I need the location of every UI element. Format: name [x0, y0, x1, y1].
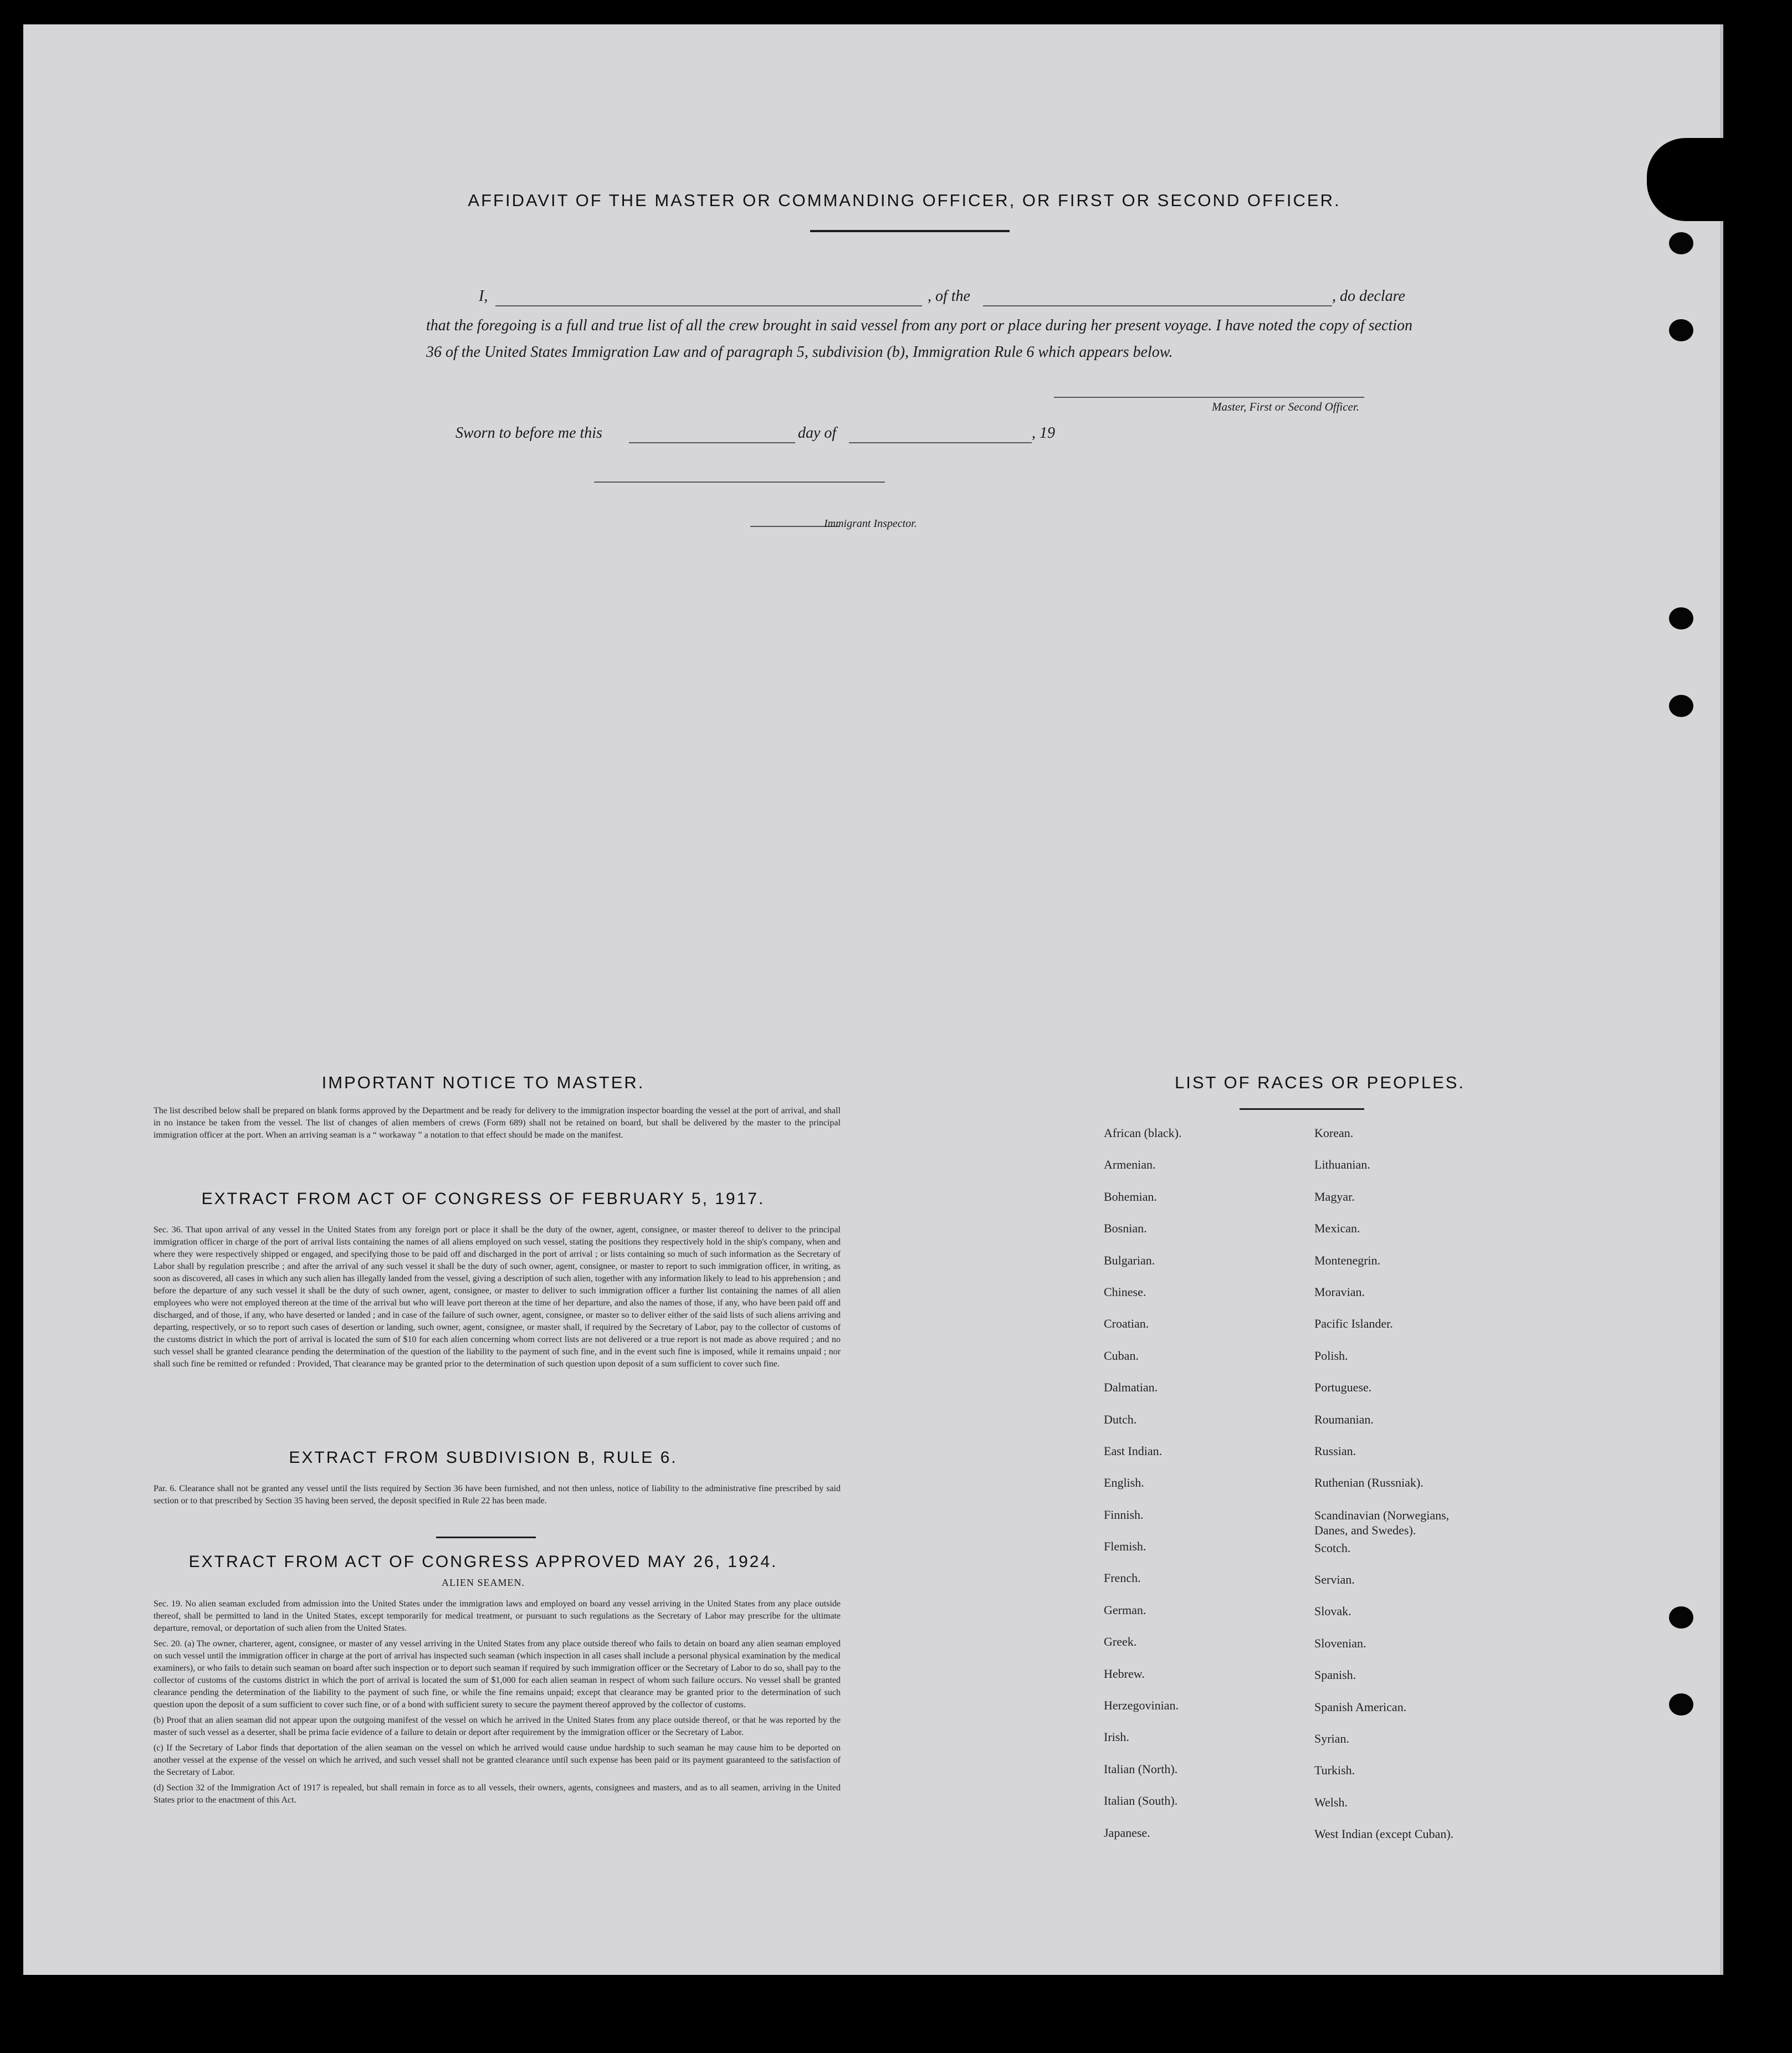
race-item: Polish. [1314, 1348, 1348, 1363]
affidavit-i: I, [479, 288, 488, 305]
race-item: Croatian. [1104, 1317, 1149, 1331]
race-item: West Indian (except Cuban). [1314, 1827, 1454, 1841]
sworn-month-field[interactable] [849, 442, 1032, 443]
affidavit-title: AFFIDAVIT OF THE MASTER OR COMMANDING OFFICER, OR FIRST OR SECOND OFFICER. [468, 191, 1341, 210]
sec20b-paragraph: (b) Proof that an alien seaman did not appear upon the outgoing manifest of the vessel on which he arrived in the United States from any place outside thereof, or that he was reported by the master of such vessel as a deserter, shall be prima facie evidence of a failure to detain or deport after requirement by the immigration officer or the Secretary of Labor. [153, 1716, 841, 1737]
race-item: Herzegovinian. [1104, 1698, 1179, 1713]
race-item: Servian. [1314, 1573, 1355, 1587]
sworn-date-field[interactable] [629, 442, 795, 443]
race-item: French. [1104, 1571, 1141, 1585]
sec20c-paragraph: (c) If the Secretary of Labor finds that deportation of the alien seaman on the vessel on which he arrived would cause undue hardship to such seaman he may cause him to be deported on another vessel at the expense of the vessel on which he arrived, and such vessel shall not be granted clearance until such expense has been paid or its payment guaranteed to the satisfaction of the Secretary of Labor. [153, 1743, 841, 1777]
race-item: Moravian. [1314, 1284, 1365, 1299]
extract2-body: Par. 6. Clearance shall not be granted any vessel until the lists required by Section 36 have been furnished, and not then unless, notice of liability to the administrative fine prescribed by said section or to that prescribed by Section 35 having been served, the deposit specified in Rule 22 has been made. [153, 1484, 841, 1506]
race-item: Greek. [1104, 1635, 1137, 1649]
sec20a-paragraph: Sec. 20. (a) The owner, charterer, agent, consignee, or master of any vessel arriving in the United States from any place outside thereof who fails to detain on board any alien seaman employed on such vessel until the immigration officer in charge at the port of arrival has inspected such seaman (which inspection in all cases shall include a personal physical examination by the medical examiners), or who fails to detain such seaman on board after such inspection or to deport such seaman if required by such immigration officer or the Secretary of Labor to do so, shall pay to the collector of customs of the customs district in which the port of arrival is located the sum of $1,000 for each alien seaman in respect of whom such failure occurs. No vessel shall be granted clearance pending the determination of the liability to the payment of such fine, or while the fine remains unpaid; except that clearance may be granted prior to the determination of such question upon the deposit of a sum sufficient to cover such fine, or of a bond with sufficient surety to secure the payment thereof approved by the collector of customs. [153, 1639, 841, 1709]
races-title: LIST OF RACES OR PEOPLES. [1174, 1073, 1466, 1092]
affidavit-of-the: , of the [928, 288, 970, 305]
extract2-title: EXTRACT FROM SUBDIVISION B, RULE 6. [289, 1448, 678, 1467]
divider [436, 1537, 536, 1538]
race-item: Bulgarian. [1104, 1253, 1155, 1267]
punch-hole [1669, 319, 1693, 341]
divider [1240, 1108, 1364, 1110]
race-item: Russian. [1314, 1443, 1356, 1458]
race-item: Scotch. [1314, 1540, 1351, 1555]
race-item: Bohemian. [1104, 1189, 1157, 1204]
race-item: Magyar. [1314, 1189, 1355, 1204]
race-item: Dalmatian. [1104, 1380, 1158, 1395]
race-item: Flemish. [1104, 1539, 1146, 1554]
race-item: Mexican. [1314, 1221, 1360, 1236]
race-item: Irish. [1104, 1730, 1129, 1744]
race-item: East Indian. [1104, 1443, 1163, 1458]
race-item: Japanese. [1104, 1825, 1150, 1840]
inspector-signature-line[interactable] [594, 482, 885, 483]
race-item: Italian (North). [1104, 1762, 1178, 1776]
race-item: Portuguese. [1314, 1380, 1372, 1395]
races-right-column [1314, 1126, 1503, 1859]
affidavit-body: that the foregoing is a full and true list of all the crew brought in said vessel from any port or place during her present voyage. I have noted the copy of section 36 of the United States Immigration Law and of paragraph 5, subdivision (b), Immigration Rule 6 which appears below. [426, 317, 1412, 361]
extract3-sections [153, 1598, 841, 1806]
race-item: Pacific Islander. [1314, 1317, 1393, 1331]
affidavit-declare: , do declare [1332, 288, 1405, 305]
divider [810, 230, 1010, 232]
race-item: Lithuanian. [1314, 1158, 1370, 1172]
sworn-year: , 19 [1032, 424, 1055, 442]
race-item: Armenian. [1104, 1158, 1156, 1172]
inspector-label: Immigrant Inspector. [824, 518, 917, 530]
race-item: German. [1104, 1603, 1146, 1617]
punch-hole [1669, 695, 1693, 717]
race-item: Spanish American. [1314, 1699, 1407, 1714]
race-item: Hebrew. [1104, 1666, 1145, 1681]
punch-hole [1669, 232, 1693, 254]
race-item: Cuban. [1104, 1348, 1139, 1363]
race-item: Ruthenian (Russniak). [1314, 1476, 1424, 1490]
signature-label: Master, First or Second Officer. [1212, 400, 1359, 413]
punch-hole [1669, 1606, 1693, 1629]
race-item: Bosnian. [1104, 1221, 1147, 1236]
extract3-subtitle: ALIEN SEAMEN. [442, 1577, 525, 1588]
race-item: Finnish. [1104, 1507, 1144, 1522]
punch-hole [1669, 1693, 1693, 1716]
sworn-day-of: day of [798, 424, 837, 442]
sec19-paragraph: Sec. 19. No alien seaman excluded from admission into the United States under the immigration laws and employed on board any vessel arriving in the United States from any place outside thereof, shall be permitted to land in the United States, except temporarily for medical treatment, or pursuant to such regulations as the Secretary of Labor may prescribe for the ultimate departure, removal, or deportation of such alien from the United States. [153, 1599, 841, 1633]
race-item: Korean. [1314, 1126, 1354, 1140]
races-left-column [1104, 1126, 1181, 1857]
sworn-prefix: Sworn to before me this [455, 424, 602, 442]
race-item: Slovak. [1314, 1604, 1351, 1619]
race-item: Spanish. [1314, 1668, 1356, 1682]
race-item: English. [1104, 1476, 1144, 1490]
notice-title: IMPORTANT NOTICE TO MASTER. [321, 1073, 645, 1092]
race-item: Slovenian. [1314, 1636, 1366, 1650]
race-item: Syrian. [1314, 1732, 1349, 1746]
race-item: Roumanian. [1314, 1412, 1374, 1426]
race-item: Turkish. [1314, 1763, 1355, 1778]
binder-tab [1647, 138, 1724, 221]
vessel-field[interactable] [983, 305, 1332, 306]
notice-body: The list described below shall be prepared on blank forms approved by the Department and be ready for delivery to the immigration inspector boarding the vessel at the port of arrival, and shall in no instance be taken from the vessel. The list of changes of alien members of crews (Form 689) shall not be retained on board, but shall be delivered by the master to the principal immigration officer at the port. When an arriving seaman is a “ workaway ” a notation to that effect should be made on the manifest. [153, 1106, 841, 1140]
extract1-body: Sec. 36. That upon arrival of any vessel in the United States from any foreign port or place it shall be the duty of the owner, agent, consignee, or master thereof to deliver to the principal immigration officer in charge of the port of arrival lists containing the names of all aliens employed on such vessel, stating the positions they respectively hold in the ship's company, when and where they were respectively shipped or engaged, and specifying those to be paid off and discharged in the port of arrival ; or lists containing so much of such information as the Secretary of Labor shall by regulation prescribe ; and after the arrival of any such vessel it shall be the duty of such owner, agent, consignee, or master to report to such immigration officer, in writing, as soon as discovered, all cases in which any such alien has illegally landed from the vessel, giving a description of such alien, together with any information likely to lead to his apprehension ; and before the departure of any such vessel it shall be the duty of such owner, agent, consignee, or master to deliver to such immigration officer a further list containing the names of all alien employees who were not employed thereon at the time of the arrival but who will leave port thereon at the time of her departure, and also the names of those, if any, who have been paid off and discharged, and of those, if any, who have deserted or landed ; and in case of the failure of such owner, agent, consignee, or master so to deliver either of the said lists of such aliens arriving and departing, respectively, or so to report such cases of desertion or landing, such owner, agent, consignee, or master shall, if required by the Secretary of Labor, pay to the collector of customs of the customs district in which the port of arrival is located the sum of $10 for each alien concerning whom correct lists are not delivered or a true report is not made as above required ; and no such vessel shall be granted clearance pending the determination of the question of the liability to the payment of such fine, and in the event such fine is imposed, while it remains unpaid ; nor shall such fine be remitted or refunded : Provided, That clearance may be granted prior to the determination of such question upon deposit of a sum sufficient to cover such fine. [153, 1225, 841, 1369]
document-page [23, 24, 1723, 1975]
name-line [495, 305, 922, 306]
race-item: Welsh. [1314, 1795, 1348, 1809]
race-item: African (black). [1104, 1126, 1182, 1140]
extract1-title: EXTRACT FROM ACT OF CONGRESS OF FEBRUARY 5, 1917. [201, 1190, 765, 1208]
punch-hole [1669, 607, 1693, 629]
race-item: Montenegrin. [1314, 1253, 1381, 1267]
race-item: Italian (South). [1104, 1794, 1178, 1808]
signature-line[interactable] [1054, 397, 1364, 398]
race-item: Chinese. [1104, 1284, 1146, 1299]
sec20d-paragraph: (d) Section 32 of the Immigration Act of 1917 is repealed, but shall remain in force as to all vessels, their owners, agents, consignees and masters, and as to all seamen, arriving in the United States prior to the enactment of this Act. [153, 1783, 841, 1805]
affidavit-block [426, 288, 1412, 366]
race-item: Dutch. [1104, 1412, 1137, 1426]
race-item: Scandinavian (Norwegians, Danes, and Swedes). [1314, 1508, 1450, 1537]
extract3-title: EXTRACT FROM ACT OF CONGRESS APPROVED MAY 26, 1924. [188, 1553, 778, 1571]
